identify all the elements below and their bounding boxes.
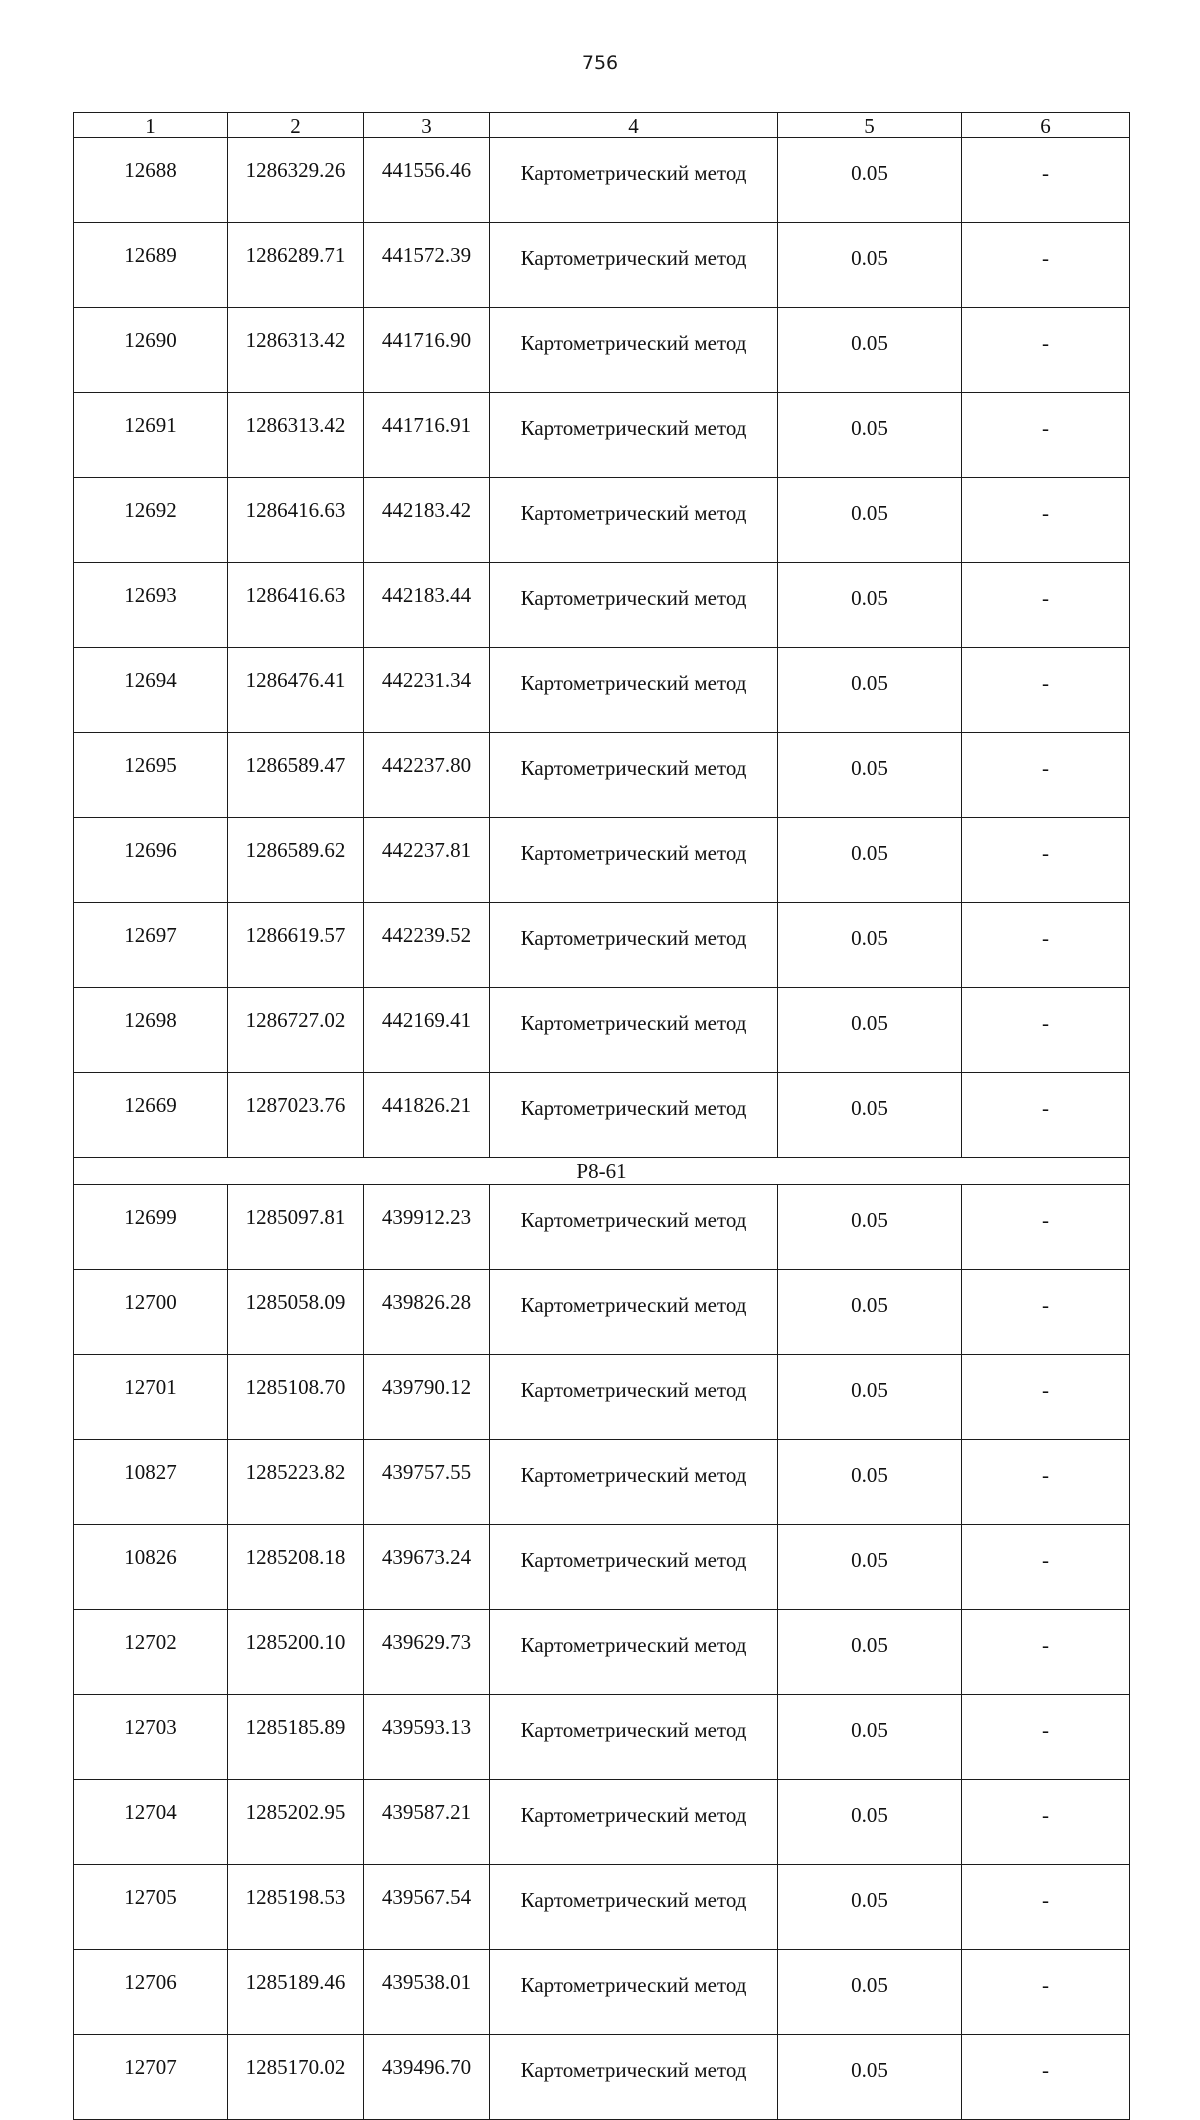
note-cell: - [962,1610,1130,1695]
method-cell: Картометрический метод [490,1610,778,1695]
point-number-cell: 12701 [74,1355,228,1440]
point-number-cell: 12688 [74,138,228,223]
note-cell: - [962,138,1130,223]
x-coordinate-cell: 1285058.09 [228,1270,364,1355]
y-coordinate-cell: 442231.34 [364,648,490,733]
y-coordinate-cell: 441716.90 [364,308,490,393]
method-cell: Картометрический метод [490,308,778,393]
point-number-cell: 12704 [74,1780,228,1865]
accuracy-cell: 0.05 [778,2035,962,2120]
y-coordinate-cell: 442169.41 [364,988,490,1073]
table-row [74,1185,1130,1270]
x-coordinate-cell: 1286476.41 [228,648,364,733]
x-coordinate-cell: 1286589.47 [228,733,364,818]
point-number-cell: 12705 [74,1865,228,1950]
method-cell: Картометрический метод [490,138,778,223]
y-coordinate-cell: 439538.01 [364,1950,490,2035]
point-number-cell: 12693 [74,563,228,648]
table-body [74,113,1130,2120]
x-coordinate-cell: 1286416.63 [228,563,364,648]
accuracy-cell: 0.05 [778,1185,962,1270]
point-number-cell: 12669 [74,1073,228,1158]
accuracy-cell: 0.05 [778,1780,962,1865]
point-number-cell: 12699 [74,1185,228,1270]
y-coordinate-cell: 441556.46 [364,138,490,223]
table-row [74,223,1130,308]
column-header-row [74,113,1130,138]
y-coordinate-cell: 442237.80 [364,733,490,818]
y-coordinate-cell: 442239.52 [364,903,490,988]
point-number-cell: 10826 [74,1525,228,1610]
accuracy-cell: 0.05 [778,393,962,478]
table-row [74,1950,1130,2035]
x-coordinate-cell: 1286313.42 [228,308,364,393]
x-coordinate-cell: 1286329.26 [228,138,364,223]
point-number-cell: 12692 [74,478,228,563]
method-cell: Картометрический метод [490,1073,778,1158]
column-header: 3 [364,113,490,138]
accuracy-cell: 0.05 [778,1355,962,1440]
x-coordinate-cell: 1285097.81 [228,1185,364,1270]
x-coordinate-cell: 1285198.53 [228,1865,364,1950]
note-cell: - [962,1865,1130,1950]
note-cell: - [962,1440,1130,1525]
note-cell: - [962,393,1130,478]
note-cell: - [962,1780,1130,1865]
table-row [74,1780,1130,1865]
method-cell: Картометрический метод [490,903,778,988]
table-row [74,563,1130,648]
table-row [74,1073,1130,1158]
y-coordinate-cell: 439790.12 [364,1355,490,1440]
accuracy-cell: 0.05 [778,223,962,308]
x-coordinate-cell: 1286727.02 [228,988,364,1073]
column-header: 4 [490,113,778,138]
x-coordinate-cell: 1285189.46 [228,1950,364,2035]
table-row [74,988,1130,1073]
coordinates-table [73,112,1130,2120]
note-cell: - [962,478,1130,563]
point-number-cell: 12707 [74,2035,228,2120]
y-coordinate-cell: 439593.13 [364,1695,490,1780]
x-coordinate-cell: 1286619.57 [228,903,364,988]
method-cell: Картометрический метод [490,1440,778,1525]
x-coordinate-cell: 1285202.95 [228,1780,364,1865]
point-number-cell: 12695 [74,733,228,818]
method-cell: Картометрический метод [490,818,778,903]
method-cell: Картометрический метод [490,1185,778,1270]
accuracy-cell: 0.05 [778,818,962,903]
x-coordinate-cell: 1285208.18 [228,1525,364,1610]
x-coordinate-cell: 1286589.62 [228,818,364,903]
y-coordinate-cell: 439496.70 [364,2035,490,2120]
accuracy-cell: 0.05 [778,478,962,563]
note-cell: - [962,1073,1130,1158]
note-cell: - [962,903,1130,988]
note-cell: - [962,1695,1130,1780]
method-cell: Картометрический метод [490,223,778,308]
accuracy-cell: 0.05 [778,1695,962,1780]
table-row [74,1440,1130,1525]
accuracy-cell: 0.05 [778,1440,962,1525]
point-number-cell: 10827 [74,1440,228,1525]
x-coordinate-cell: 1286313.42 [228,393,364,478]
method-cell: Картометрический метод [490,478,778,563]
page-number: 756 [581,52,619,74]
accuracy-cell: 0.05 [778,988,962,1073]
accuracy-cell: 0.05 [778,138,962,223]
note-cell: - [962,1355,1130,1440]
note-cell: - [962,1185,1130,1270]
accuracy-cell: 0.05 [778,903,962,988]
table-row [74,1695,1130,1780]
table-row [74,308,1130,393]
point-number-cell: 12694 [74,648,228,733]
y-coordinate-cell: 439757.55 [364,1440,490,1525]
method-cell: Картометрический метод [490,733,778,818]
accuracy-cell: 0.05 [778,563,962,648]
note-cell: - [962,308,1130,393]
point-number-cell: 12691 [74,393,228,478]
point-number-cell: 12702 [74,1610,228,1695]
note-cell: - [962,223,1130,308]
table-row [74,393,1130,478]
table-row [74,138,1130,223]
point-number-cell: 12703 [74,1695,228,1780]
note-cell: - [962,563,1130,648]
x-coordinate-cell: 1285108.70 [228,1355,364,1440]
table-row [74,1355,1130,1440]
table-row [74,1270,1130,1355]
method-cell: Картометрический метод [490,1525,778,1610]
y-coordinate-cell: 442237.81 [364,818,490,903]
table-row [74,818,1130,903]
accuracy-cell: 0.05 [778,1950,962,2035]
y-coordinate-cell: 439673.24 [364,1525,490,1610]
x-coordinate-cell: 1285185.89 [228,1695,364,1780]
table-row [74,1865,1130,1950]
y-coordinate-cell: 441716.91 [364,393,490,478]
column-header: 2 [228,113,364,138]
y-coordinate-cell: 441572.39 [364,223,490,308]
x-coordinate-cell: 1285200.10 [228,1610,364,1695]
x-coordinate-cell: 1285223.82 [228,1440,364,1525]
point-number-cell: 12689 [74,223,228,308]
point-number-cell: 12700 [74,1270,228,1355]
note-cell: - [962,818,1130,903]
point-number-cell: 12698 [74,988,228,1073]
y-coordinate-cell: 439912.23 [364,1185,490,1270]
table-row [74,2035,1130,2120]
accuracy-cell: 0.05 [778,648,962,733]
note-cell: - [962,988,1130,1073]
note-cell: - [962,1950,1130,2035]
table-row [74,648,1130,733]
method-cell: Картометрический метод [490,1695,778,1780]
method-cell: Картометрический метод [490,2035,778,2120]
y-coordinate-cell: 441826.21 [364,1073,490,1158]
note-cell: - [962,1270,1130,1355]
accuracy-cell: 0.05 [778,308,962,393]
section-title: Р8-61 [74,1158,1130,1185]
method-cell: Картометрический метод [490,1355,778,1440]
column-header: 5 [778,113,962,138]
note-cell: - [962,733,1130,818]
note-cell: - [962,648,1130,733]
accuracy-cell: 0.05 [778,733,962,818]
x-coordinate-cell: 1287023.76 [228,1073,364,1158]
x-coordinate-cell: 1286416.63 [228,478,364,563]
accuracy-cell: 0.05 [778,1270,962,1355]
y-coordinate-cell: 439826.28 [364,1270,490,1355]
point-number-cell: 12696 [74,818,228,903]
method-cell: Картометрический метод [490,1270,778,1355]
method-cell: Картометрический метод [490,648,778,733]
table-row [74,478,1130,563]
table-row [74,1610,1130,1695]
table-row [74,733,1130,818]
y-coordinate-cell: 442183.42 [364,478,490,563]
y-coordinate-cell: 439587.21 [364,1780,490,1865]
accuracy-cell: 0.05 [778,1525,962,1610]
method-cell: Картометрический метод [490,988,778,1073]
x-coordinate-cell: 1286289.71 [228,223,364,308]
point-number-cell: 12690 [74,308,228,393]
column-header: 6 [962,113,1130,138]
method-cell: Картометрический метод [490,1950,778,2035]
table-row [74,903,1130,988]
y-coordinate-cell: 439567.54 [364,1865,490,1950]
method-cell: Картометрический метод [490,1780,778,1865]
point-number-cell: 12697 [74,903,228,988]
point-number-cell: 12706 [74,1950,228,2035]
note-cell: - [962,1525,1130,1610]
column-header: 1 [74,113,228,138]
y-coordinate-cell: 442183.44 [364,563,490,648]
table-row [74,1525,1130,1610]
note-cell: - [962,2035,1130,2120]
accuracy-cell: 0.05 [778,1865,962,1950]
y-coordinate-cell: 439629.73 [364,1610,490,1695]
x-coordinate-cell: 1285170.02 [228,2035,364,2120]
accuracy-cell: 0.05 [778,1073,962,1158]
accuracy-cell: 0.05 [778,1610,962,1695]
method-cell: Картометрический метод [490,393,778,478]
section-row [74,1158,1130,1185]
method-cell: Картометрический метод [490,563,778,648]
method-cell: Картометрический метод [490,1865,778,1950]
